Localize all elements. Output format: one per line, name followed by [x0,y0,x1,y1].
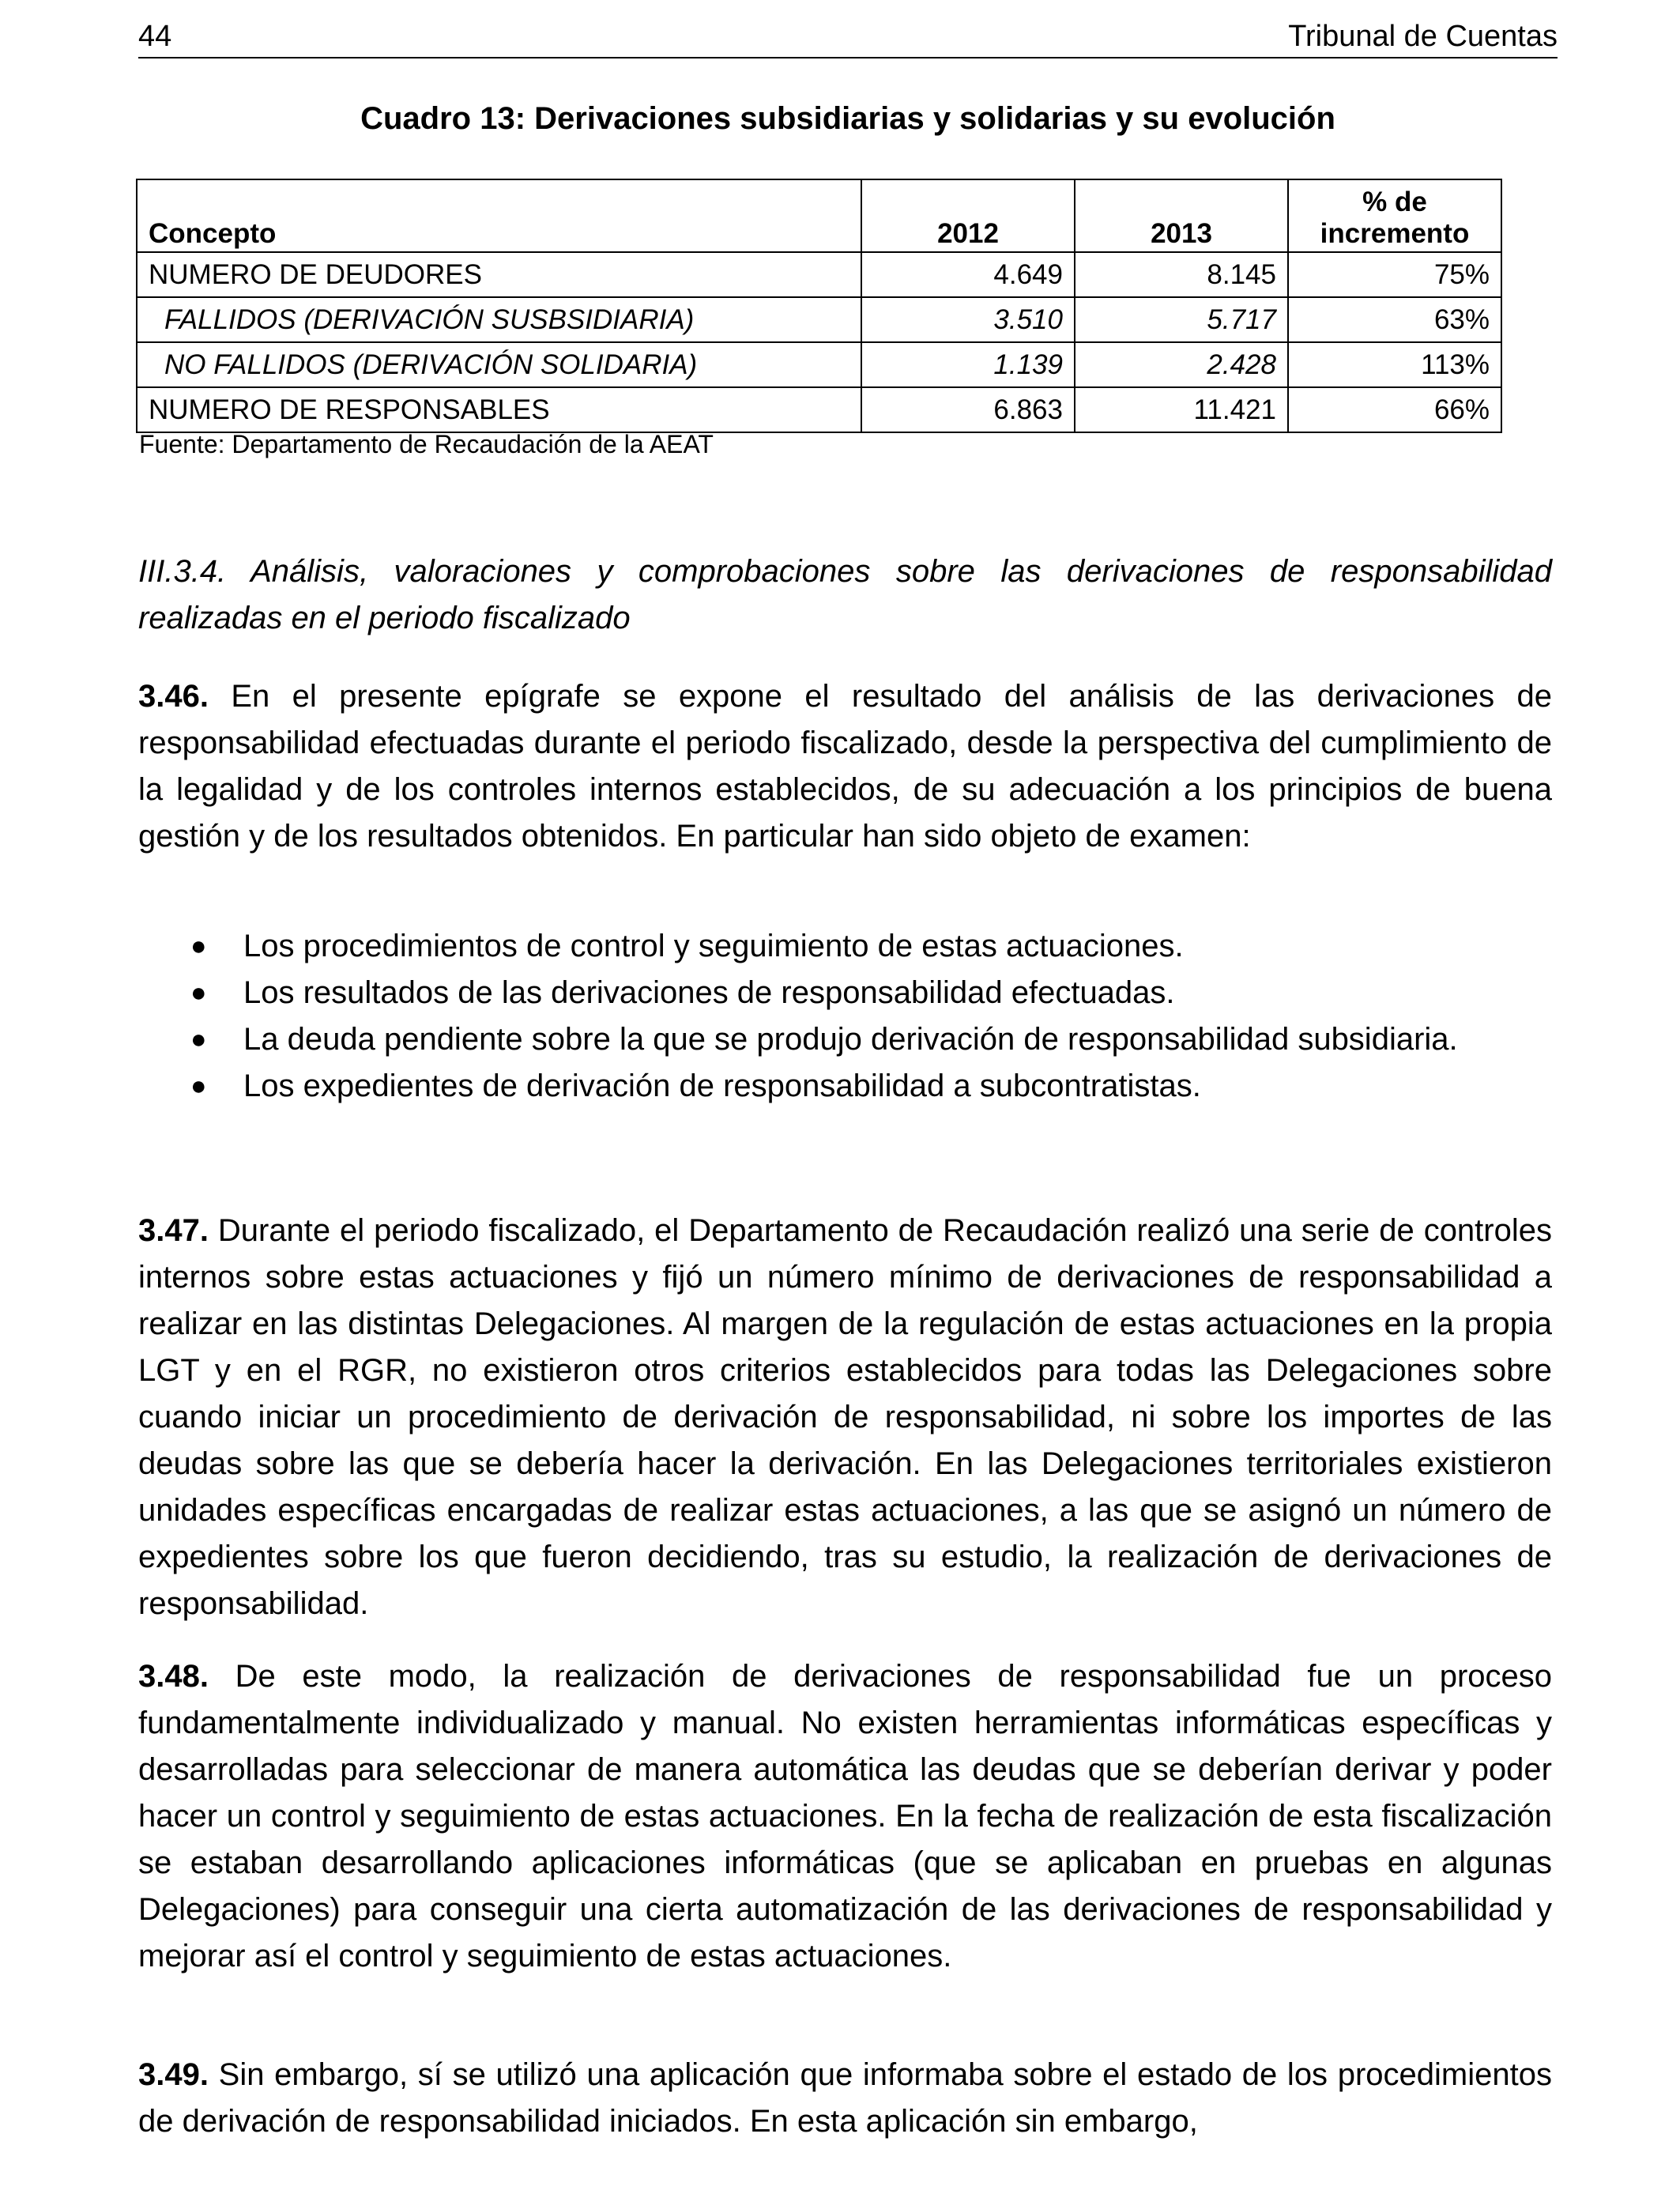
paragraph-3-47 [138,1208,1552,1627]
list-item-text: Los procedimientos de control y seguimiento de estas actuaciones. [243,929,1184,963]
paragraph-number: 3.48. [138,1659,209,1694]
row-value-2013: 11.421 [1075,387,1288,432]
table-row [137,342,1501,387]
running-title: Tribunal de Cuentas [1288,20,1558,53]
row-value-incremento: 63% [1288,297,1501,342]
paragraph-text: Sin embargo, sí se utilizó una aplicación que informaba sobre el estado de los procedimientos de derivación de responsabilidad iniciados. En esta aplicación sin embargo, [138,2057,1552,2139]
row-value-2012: 1.139 [861,342,1075,387]
list-item [138,970,1552,1016]
column-header-incremento-line1: % de [1362,187,1427,217]
row-value-2013: 8.145 [1075,252,1288,297]
row-concepto: FALLIDOS (DERIVACIÓN SUSBSIDIARIA) [137,297,861,342]
examination-list [138,923,1552,1110]
column-header-incremento-line2: incremento [1320,218,1470,249]
list-item [138,1016,1552,1063]
page-header [138,16,1558,58]
paragraph-text: Durante el periodo fiscalizado, el Departamento de Recaudación realizó una serie de controles internos sobre estas actuaciones y fijó un número mínimo de derivaciones de responsabilidad a realizar en las distintas Delegaciones. Al margen de la regulación de estas actuaciones en la propia LGT y en el RGR, no existieron otros criterios establecidos para todas las Delegaciones sobre cuando iniciar un procedimiento de derivación de responsabilidad, ni sobre los importes de las deudas sobre las que se debería hacer la derivación. En las Delegaciones territoriales existieron unidades específicas encargadas de realizar estas actuaciones, a las que se asignó un número de expedientes sobre los que fueron decidiendo, tras su estudio, la realización de derivaciones de responsabilidad. [138,1213,1552,1621]
table-row [137,387,1501,432]
section-heading: III.3.4. Análisis, valoraciones y comprobaciones sobre las derivaciones de responsabilidad realizadas en el periodo fiscalizado [138,554,1552,635]
table-header-row [137,179,1501,252]
row-concepto: NUMERO DE DEUDORES [137,252,861,297]
column-header-2013: 2013 [1075,179,1288,252]
paragraph-text: De este modo, la realización de derivaciones de responsabilidad fue un proceso fundamentalmente individualizado y manual. No existen herramientas informáticas específicas y desarrolladas para seleccionar de manera automática las deudas que se deberían derivar y poder hacer un control y seguimiento de estas actuaciones. En la fecha de realización de esta fiscalización se estaban desarrollando aplicaciones informáticas (que se aplicaban en pruebas en algunas Delegaciones) para conseguir una cierta automatización de las derivaciones de responsabilidad y mejorar así el control y seguimiento de estas actuaciones. [138,1659,1552,1973]
paragraph-3-46 [138,673,1552,860]
table-source-note: Fuente: Departamento de Recaudación de la AEAT [139,430,714,458]
bullet-icon: ● [190,931,207,961]
row-value-incremento: 66% [1288,387,1501,432]
paragraph-3-48 [138,1653,1552,1980]
paragraph-number: 3.47. [138,1213,209,1248]
data-table [136,179,1502,433]
bullet-icon: ● [190,1071,207,1101]
column-header-incremento [1288,179,1501,252]
row-concepto: NUMERO DE RESPONSABLES [137,387,861,432]
list-item [138,1063,1552,1110]
page-number: 44 [138,20,172,53]
table-row [137,252,1501,297]
paragraph-number: 3.49. [138,2057,209,2092]
table-row [137,297,1501,342]
column-header-concepto: Concepto [137,179,861,252]
bullet-icon: ● [190,978,207,1008]
table-title: Cuadro 13: Derivaciones subsidiarias y solidarias y su evolución [360,101,1335,136]
row-value-incremento: 75% [1288,252,1501,297]
row-value-2012: 4.649 [861,252,1075,297]
paragraph-number: 3.46. [138,679,209,714]
paragraph-text: En el presente epígrafe se expone el resultado del análisis de las derivaciones de responsabilidad efectuadas durante el periodo fiscalizado, desde la perspectiva del cumplimiento de la legalidad y de los controles internos establecidos, de su adecuación a los principios de buena gestión y de los resultados obtenidos. En particular han sido objeto de examen: [138,679,1552,854]
row-value-2012: 3.510 [861,297,1075,342]
row-value-2013: 5.717 [1075,297,1288,342]
bullet-icon: ● [190,1024,207,1054]
row-value-2013: 2.428 [1075,342,1288,387]
list-item [138,923,1552,970]
column-header-2012: 2012 [861,179,1075,252]
row-value-incremento: 113% [1288,342,1501,387]
list-item-text: Los resultados de las derivaciones de responsabilidad efectuadas. [243,975,1175,1010]
list-item-text: La deuda pendiente sobre la que se produjo derivación de responsabilidad subsidiaria. [243,1022,1458,1057]
row-concepto: NO FALLIDOS (DERIVACIÓN SOLIDARIA) [137,342,861,387]
list-item-text: Los expedientes de derivación de responsabilidad a subcontratistas. [243,1069,1201,1103]
row-value-2012: 6.863 [861,387,1075,432]
paragraph-3-49 [138,2052,1552,2145]
